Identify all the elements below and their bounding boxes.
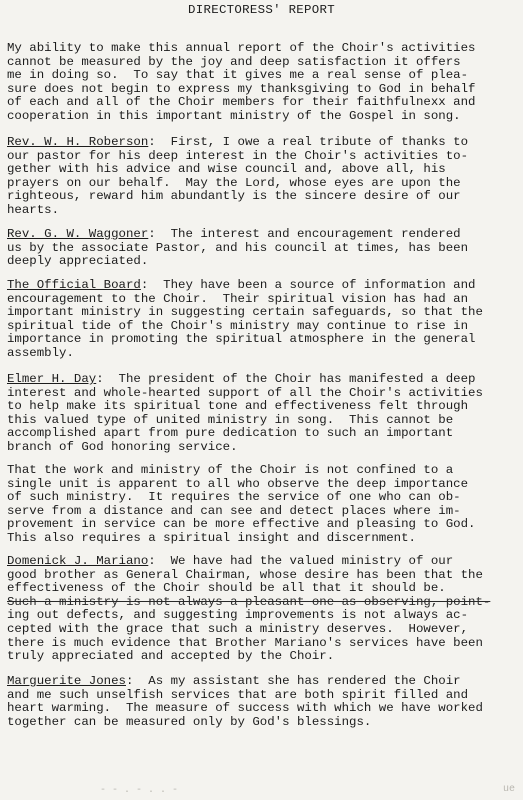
text-line: and me such unselfish services that are both spirit filled and	[7, 687, 469, 702]
section-heading: Marguerite Jones	[7, 674, 126, 688]
text-line: My ability to make this annual report of the Choir's activities	[7, 41, 476, 55]
day-paragraph	[7, 373, 517, 455]
text-line: cooperation in this important ministry of the Gospel in song.	[7, 108, 461, 123]
text-line: ing out defects, and suggesting improvements is not always ac-	[7, 608, 469, 623]
text-line: provement in service can be more effective and pleasing to God.	[7, 517, 476, 532]
report-title: DIRECTORESS' REPORT	[188, 3, 335, 17]
intro-paragraph	[7, 42, 517, 124]
text-line: : We have had the valued ministry of our	[148, 554, 454, 568]
text-line: good brother as General Chairman, whose desire has been that the	[7, 567, 483, 582]
text-line: important ministry in suggesting certain safeguards, so that the	[7, 305, 483, 320]
text-line: truly appreciated and accepted by the Choir.	[7, 649, 335, 664]
mariano-paragraph	[7, 555, 517, 664]
section-heading: Rev. G. W. Waggoner	[7, 227, 149, 241]
text-line: sure does not begin to express my thanksgiving to God in behalf	[7, 81, 476, 96]
text-line: : First, I owe a real tribute of thanks to	[148, 135, 469, 149]
text-line: us by the associate Pastor, and his council at times, has been	[7, 240, 469, 255]
text-line: of each and all of the Choir members for their faithfulnexx and	[7, 95, 476, 110]
text-line: : They have been a source of information and	[140, 278, 476, 292]
text-line: This also requires a spiritual insight and discernment.	[7, 530, 416, 545]
text-line: this valued type of united ministry in song. This cannot be	[7, 412, 454, 427]
text-line: single unit is apparent to all who observe the deep importance	[7, 476, 469, 491]
text-line: to help make its spiritual tone and effectiveness felt through	[7, 399, 469, 414]
text-line: hearts.	[7, 202, 60, 217]
section-heading: Rev. W. H. Roberson	[7, 135, 149, 149]
text-line: importance in promoting the spiritual atmosphere in the general	[7, 332, 476, 347]
section-heading: Domenick J. Mariano	[7, 554, 149, 568]
ministry-paragraph	[7, 464, 517, 546]
text-line: : The interest and encouragement rendered	[148, 227, 461, 241]
text-line: encouragement to the Choir. Their spiritual vision has had an	[7, 291, 469, 306]
text-line: effectiveness of the Choir should be all that it should be.	[7, 581, 446, 596]
text-line: our pastor for his deep interest in the Choir's activities to-	[7, 148, 469, 163]
text-line: That the work and ministry of the Choir is not confined to a	[7, 463, 454, 477]
page-footer	[0, 780, 523, 800]
faint-page-mark: ue	[502, 784, 515, 795]
roberson-paragraph	[7, 136, 517, 218]
struck-text-line: Such a ministry is not always a pleasant one as observing, point-	[7, 594, 491, 609]
text-line: branch of God honoring service.	[7, 439, 238, 454]
text-line: cannot be measured by the joy and deep satisfaction it offers	[7, 54, 461, 69]
text-line: cepted with the grace that such a ministry deserves. However,	[7, 621, 469, 636]
text-line: together can be measured only by God's blessings.	[7, 714, 372, 729]
waggoner-paragraph	[7, 228, 517, 269]
text-line: serve from a distance and can see and detect places where im-	[7, 503, 461, 518]
text-line: interest and whole-hearted support of all the Choir's activities	[7, 385, 483, 400]
section-heading: The Official Board	[7, 278, 141, 292]
text-line: prayers on our behalf. May the Lord, whose eyes are upon the	[7, 175, 461, 190]
section-heading: Elmer H. Day	[7, 372, 97, 386]
text-line: of such ministry. It requires the service of one who can ob-	[7, 490, 461, 505]
official-board-paragraph	[7, 279, 517, 361]
text-line: heart warming. The measure of success with which we have worked	[7, 701, 483, 716]
jones-paragraph	[7, 675, 517, 729]
text-line: accomplished apart from pure dedication to such an important	[7, 426, 454, 441]
text-line: righteous, reward him abundantly is the sincere desire of our	[7, 189, 461, 204]
text-line: deeply appreciated.	[7, 254, 149, 269]
text-line: : As my assistant she has rendered the Choir	[125, 674, 461, 688]
text-line: spiritual tide of the Choir's ministry may continue to rise in	[7, 318, 469, 333]
text-line: : The president of the Choir has manifested a deep	[96, 372, 476, 386]
text-line: there is much evidence that Brother Mariano's services have been	[7, 635, 483, 650]
faint-footer-mark: - - . - . . -	[100, 785, 179, 796]
text-line: me in doing so. To say that it gives me a real sense of plea-	[7, 68, 469, 83]
text-line: gether with his advice and wise council and, above all, his	[7, 162, 446, 177]
text-line: assembly.	[7, 345, 74, 360]
